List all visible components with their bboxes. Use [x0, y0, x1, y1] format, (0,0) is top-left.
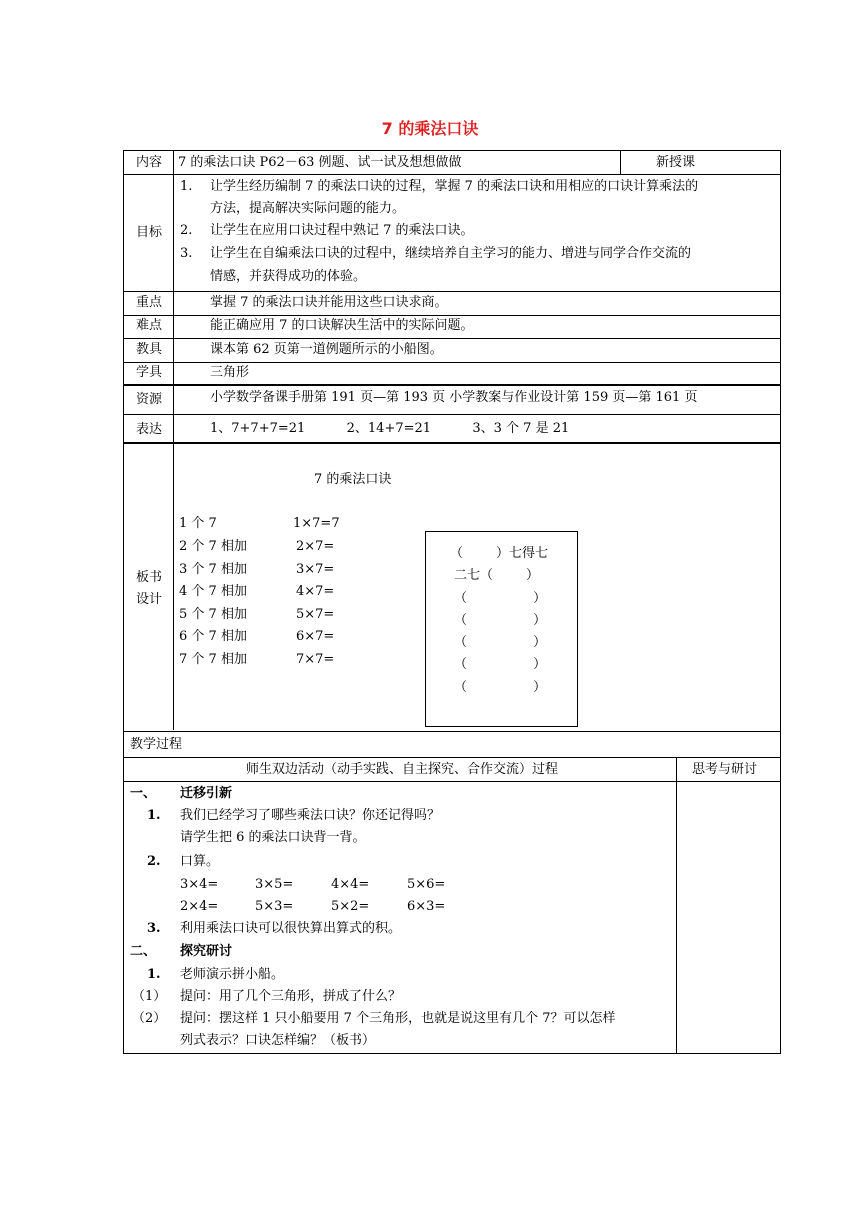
goal-1-line2: 方法，提高解决实际问题的能力。 [210, 201, 406, 216]
row-label-keypoint: 重点 [135, 295, 162, 310]
goal-3-num: 3. [180, 246, 193, 261]
process-column-divider [676, 757, 677, 1054]
s1-item2-num: 2. [147, 854, 161, 869]
s2-q2-line1: 提问：摆这样 1 只小船要用 7 个三角形，也就是说这里有几个 7？可以怎样 [180, 1011, 616, 1026]
s2-q1-num: （1） [132, 989, 167, 1004]
goal-1-line1: 让学生经历编制 7 的乘法口诀的过程，掌握 7 的乘法口诀和用相应的口诀计算乘法的 [210, 179, 699, 194]
process-col1-header: 师生双边活动（动手实践、自主探究、合作交流）过程 [246, 762, 559, 777]
row-label-learning-aids: 学具 [135, 365, 162, 380]
row-text-expression: 1、7+7+7=21 2、14+7=21 3、3 个 7 是 21 [210, 421, 570, 436]
board-label-line1: 板书 [135, 570, 162, 585]
s2-item1-num: 1. [147, 967, 161, 982]
goal-3-line2: 情感，并获得成功的体验。 [210, 269, 367, 284]
oral-calc: 5×6= [407, 877, 446, 892]
board-left-item: 6 个 7 相加 [179, 629, 247, 644]
board-rhyme-line: 二七（ ） [454, 568, 540, 583]
lesson-type: 新授课 [656, 155, 696, 170]
board-equation: 4×7= [296, 584, 335, 599]
board-rhyme-line: （ ） [454, 613, 547, 628]
oral-calc: 5×2= [331, 899, 370, 914]
board-equation: 3×7= [296, 562, 335, 577]
board-left-item: 2 个 7 相加 [179, 539, 247, 554]
oral-calc: 2×4= [180, 899, 219, 914]
board-equation: 1×7=7 [293, 516, 340, 531]
board-heading: 7 的乘法口诀 [314, 472, 392, 487]
type-cell-divider [620, 150, 621, 174]
s1-item3-num: 3. [147, 921, 161, 936]
board-left-item: 7 个 7 相加 [179, 652, 247, 667]
board-rhyme-line: （ ） [454, 635, 547, 650]
section2-num: 二、 [130, 944, 157, 959]
oral-calc: 3×5= [255, 877, 294, 892]
board-equation: 6×7= [296, 629, 335, 644]
oral-calc: 4×4= [331, 877, 370, 892]
oral-calc: 5×3= [255, 899, 294, 914]
board-equation: 5×7= [296, 607, 335, 622]
board-label-line2: 设计 [135, 592, 162, 607]
process-col2-header: 思考与研讨 [692, 762, 758, 777]
board-rhyme-line: （ ） [454, 680, 547, 695]
board-left-item: 3 个 7 相加 [179, 562, 247, 577]
goal-2-num: 2. [180, 223, 193, 238]
s1-item1-line1: 我们已经学习了哪些乘法口诀？你还记得吗？ [180, 808, 441, 823]
page-title: 7 的乘法口诀 [381, 119, 479, 138]
board-left-item: 4 个 7 相加 [179, 584, 247, 599]
s2-q2-line2: 列式表示？口诀怎样编？（板书） [180, 1033, 376, 1048]
row-label-difficulty: 难点 [135, 318, 162, 333]
s2-q1-line1: 提问：用了几个三角形，拼成了什么？ [180, 989, 402, 1004]
board-left-item: 5 个 7 相加 [179, 607, 247, 622]
board-equation: 7×7= [296, 652, 335, 667]
board-rhyme-line: （ ）七得七 [450, 546, 549, 561]
goal-3-line1: 让学生在自编乘法口诀的过程中，继续培养自主学习的能力、增进与同学合作交流的 [210, 246, 692, 261]
row-label-teaching-aids: 教具 [135, 342, 162, 357]
content-label: 内容 [135, 155, 162, 170]
process-title: 教学过程 [130, 737, 183, 752]
goals-label: 目标 [135, 225, 162, 240]
oral-calc: 6×3= [407, 899, 446, 914]
row-text-resources: 小学数学备课手册第 191 页—第 193 页 小学教案与作业设计第 159 页—第 161 页 [210, 390, 698, 405]
s2-item1-line1: 老师演示拼小船。 [180, 967, 285, 982]
section1-num: 一、 [130, 786, 157, 801]
content-text: 7 的乘法口诀 P62－63 例题、试一试及想想做做 [178, 155, 462, 170]
goal-2-line1: 让学生在应用口诀过程中熟记 7 的乘法口诀。 [210, 223, 474, 238]
s2-q2-num: （2） [132, 1011, 167, 1026]
row-label-expression: 表达 [135, 422, 162, 437]
row-text-difficulty: 能正确应用 7 的口诀解决生活中的实际问题。 [210, 318, 474, 333]
s1-item1-line2: 请学生把 6 的乘法口诀背一背。 [180, 830, 366, 845]
row-text-learning-aids: 三角形 [210, 365, 250, 380]
section1-title: 迁移引新 [180, 786, 233, 801]
s1-item1-num: 1. [147, 808, 161, 823]
board-equation: 2×7= [296, 539, 335, 554]
s1-item3-line1: 利用乘法口诀可以很快算出算式的积。 [180, 921, 402, 936]
s1-item2-line1: 口算。 [180, 854, 220, 869]
board-rhyme-line: （ ） [454, 591, 547, 606]
board-rhyme-line: （ ） [454, 657, 547, 672]
row-label-resources: 资源 [135, 392, 162, 407]
row-text-teaching-aids: 课本第 62 页第一道例题所示的小船图。 [210, 342, 443, 357]
oral-calc: 3×4= [180, 877, 219, 892]
board-left-item: 1 个 7 [179, 516, 217, 531]
row-text-keypoint: 掌握 7 的乘法口诀并能用这些口诀求商。 [210, 295, 448, 310]
section2-title: 探究研讨 [180, 944, 233, 959]
goal-1-num: 1. [180, 179, 193, 194]
